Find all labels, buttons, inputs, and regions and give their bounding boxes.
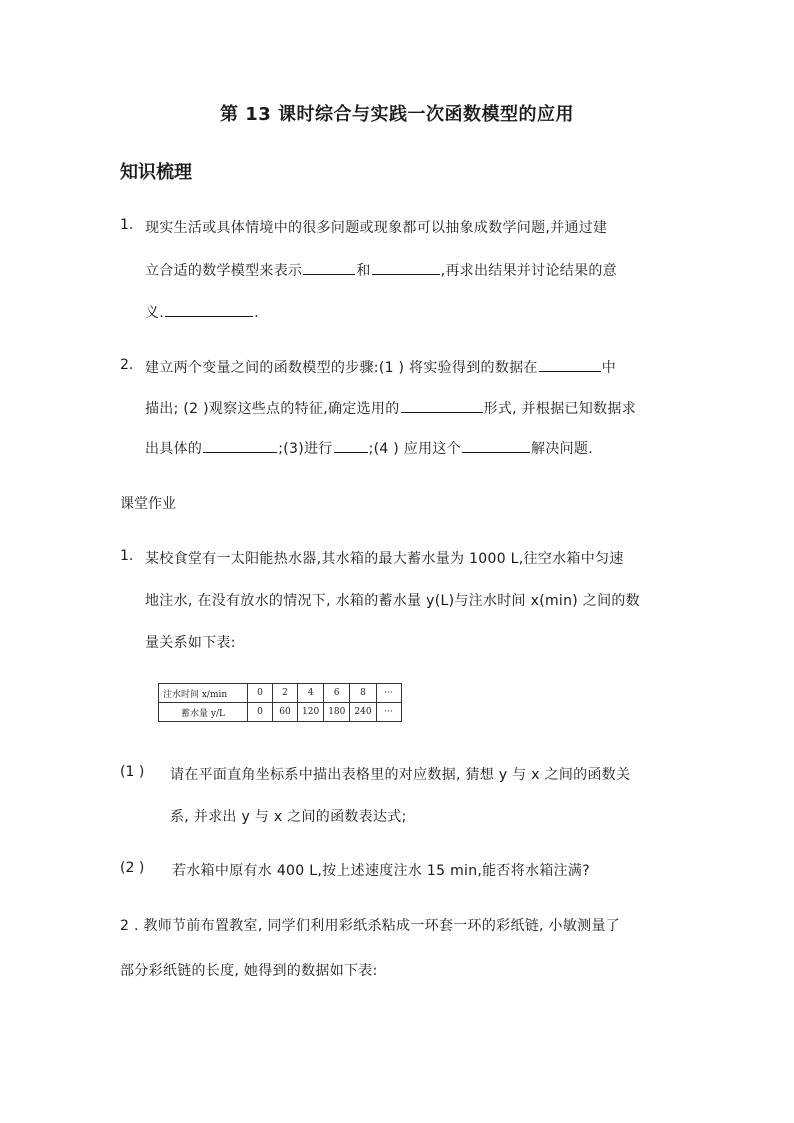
table-cell: 60 <box>273 703 298 722</box>
text-line <box>145 260 617 280</box>
table-cell: 注水时间 x/min <box>159 684 248 703</box>
text-fragment: 义. <box>145 305 165 321</box>
text-line: 量关系如下表: <box>145 635 236 651</box>
text-fragment: 描出; (2 )观察这些点的特征,确定选用的 <box>145 401 400 417</box>
table-cell: 240 <box>350 703 376 722</box>
text-fragment: 中 <box>601 360 617 376</box>
table-cell: 8 <box>350 684 376 703</box>
answer-blank[interactable] <box>203 438 277 453</box>
table-cell: ··· <box>376 684 401 703</box>
text-line <box>145 398 636 418</box>
section-heading-classwork: 课堂作业 <box>120 496 176 512</box>
answer-blank[interactable] <box>401 398 483 413</box>
answer-blank[interactable] <box>539 357 601 372</box>
answer-blank[interactable] <box>165 302 253 317</box>
text-fragment: . <box>254 305 259 321</box>
text-line: 请在平面直角坐标系中描出表格里的对应数据, 猜想 y 与 x 之间的函数关 <box>170 767 631 783</box>
table-cell: 4 <box>298 684 324 703</box>
table-cell: 蓄水量 y/L <box>159 703 248 722</box>
table-cell: 2 <box>273 684 298 703</box>
text-fragment: 建立两个变量之间的函数模型的步骤:(1 ) 将实验得到的数据在 <box>145 360 538 376</box>
page-title: 第 13 课时综合与实践一次函数模型的应用 <box>219 104 575 125</box>
text-line: 某校食堂有一太阳能热水器,其水箱的最大蓄水量为 1000 L,往空水箱中匀速 <box>145 551 624 567</box>
item-number: 1. <box>120 217 134 233</box>
text-fragment: 形式, 并根据已知数据求 <box>483 401 636 417</box>
item-number: 2. <box>120 357 134 373</box>
table-cell: 0 <box>248 684 273 703</box>
answer-blank[interactable] <box>372 260 440 275</box>
text-line: 地注水, 在没有放水的情况下, 水箱的蓄水量 y(L)与注水时间 x(min) 之间的数 <box>145 593 640 609</box>
table-cell: 6 <box>324 684 350 703</box>
text-line <box>145 302 259 322</box>
sub-number: (1 ) <box>120 764 145 780</box>
text-line: 部分彩纸链的长度, 她得到的数据如下表: <box>120 963 378 979</box>
table-row <box>159 703 402 722</box>
sub-number: (2 ) <box>120 860 145 876</box>
section-heading-knowledge: 知识梳理 <box>120 162 192 183</box>
table-cell: 180 <box>324 703 350 722</box>
table-row <box>159 684 402 703</box>
answer-blank[interactable] <box>462 438 530 453</box>
text-fragment: 解决问题. <box>531 441 593 457</box>
answer-blank[interactable] <box>334 438 368 453</box>
text-fragment: 出具体的 <box>145 441 203 457</box>
text-fragment: ;(3)进行 <box>278 441 333 457</box>
answer-blank[interactable] <box>303 260 355 275</box>
text-line: 系, 并求出 y 与 x 之间的函数表达式; <box>170 809 407 825</box>
table-cell: 0 <box>248 703 273 722</box>
data-table <box>158 683 402 722</box>
text-line: 若水箱中原有水 400 L,按上述速度注水 15 min,能否将水箱注满? <box>172 863 590 879</box>
text-line <box>145 357 616 377</box>
text-fragment: 和 <box>356 263 371 279</box>
text-line: 2 . 教师节前布置教室, 同学们利用彩纸杀粘成一环套一环的彩纸链, 小敏测量了 <box>120 918 621 934</box>
text-fragment: ,再求出结果并讨论结果的意 <box>440 263 617 279</box>
text-fragment: 立合适的数学模型来表示 <box>145 263 303 279</box>
table-cell: ··· <box>376 703 401 722</box>
item-number: 1. <box>120 548 134 564</box>
text-fragment: ;(4 ) 应用这个 <box>368 441 462 457</box>
table-cell: 120 <box>298 703 324 722</box>
text-line: 现实生活或具体情境中的很多问题或现象都可以抽象成数学问题,并通过建 <box>145 220 608 236</box>
text-line <box>145 438 593 458</box>
